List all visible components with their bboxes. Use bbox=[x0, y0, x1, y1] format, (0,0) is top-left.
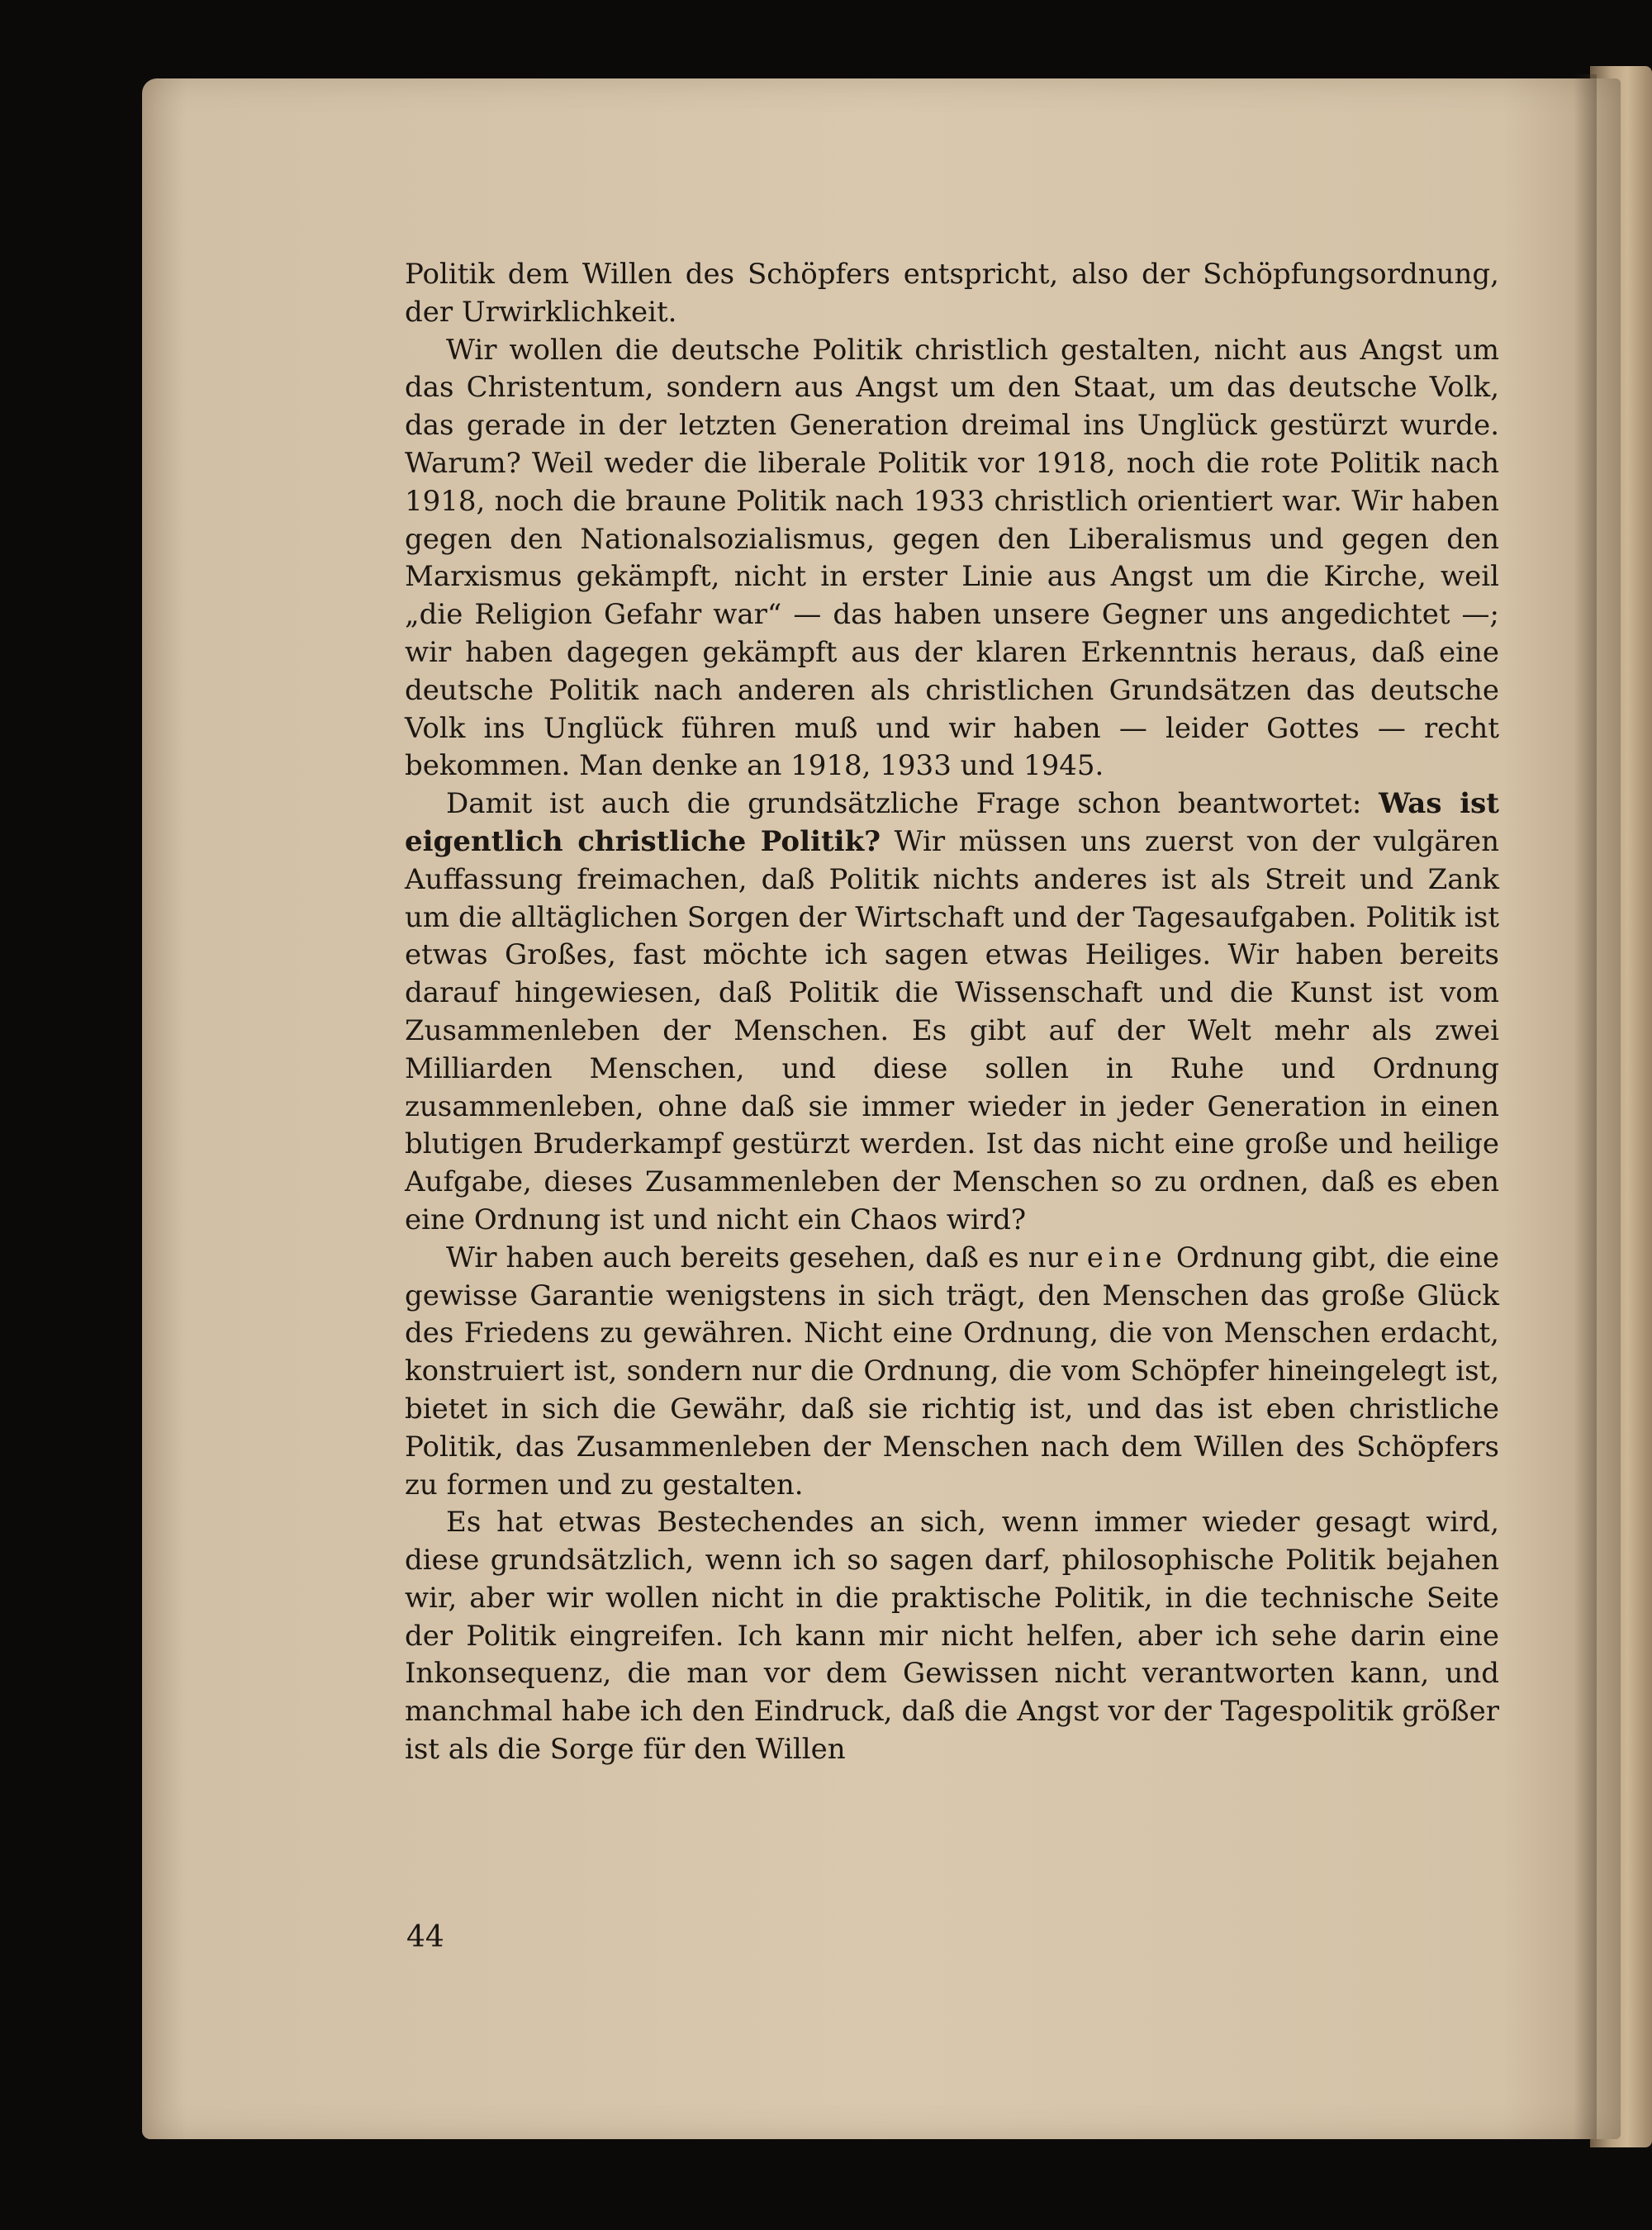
paragraph-1-text: Politik dem Willen des Schöpfers entspricht, also der Schöpfungsordnung, der Urwirklichkeit. bbox=[405, 258, 1499, 329]
paragraph-1 bbox=[405, 256, 1499, 332]
paragraph-5 bbox=[405, 1504, 1499, 1769]
body-text bbox=[405, 256, 1499, 1769]
paragraph-4 bbox=[405, 1240, 1499, 1505]
paragraph-4-spaced-word: eine bbox=[1086, 1241, 1167, 1274]
gutter-shadow bbox=[1574, 74, 1597, 2139]
paragraph-3-text-before: Damit ist auch die grundsätzliche Frage schon beantwortet: bbox=[446, 787, 1362, 821]
paragraph-3-bold-question: Was ist eigentlich christliche Politik? bbox=[405, 787, 1500, 858]
paragraph-2-text: Wir wollen die deutsche Politik christlich gestalten, nicht aus Angst um das Christentum, sondern aus Angst um den Staat, um das deutsche Volk, das gerade in der letzten Generation dreimal ins Unglück gestürzt wurde. Warum? Weil weder die liberale Politik vor 1918, noch die rote Politik nach 1918, noch die braune Politik nach 1933 christlich orientiert war. Wir haben gegen den Nationalsozialismus, gegen den Liberalismus und gegen den Marxismus gekämpft, nicht in erster Linie aus Angst um die Kirche, weil „die Religion Gefahr war“ — das haben unsere Gegner uns angedichtet —; wir haben dagegen gekämpft aus der klaren Erkenntnis heraus, daß eine deutsche Politik nach anderen als christlichen Grundsätzen das deutsche Volk ins Unglück führen muß und wir haben — leider Gottes — recht bekommen. Man denke an 1918, 1933 und 1945. bbox=[405, 333, 1499, 783]
page-number: 44 bbox=[406, 1920, 444, 1954]
paragraph-4-text-before: Wir haben auch bereits gesehen, daß es nur bbox=[446, 1241, 1078, 1274]
paragraph-3-text-after: Wir müssen uns zuerst von der vulgären Auffassung freimachen, daß Politik nichts anderes ist als Streit und Zank um die alltäglichen Sorgen der Wirtschaft und der Tagesaufgaben. Politik ist etwas Großes, fast möchte ich sagen etwas Heiliges. Wir haben bereits darauf hingewiesen, daß Politik die Wissenschaft und die Kunst ist vom Zusammenleben der Menschen. Es gibt auf der Welt mehr als zwei Milliarden Menschen, und diese sollen in Ruhe und Ordnung zusammenleben, ohne daß sie immer wieder in jeder Generation in einen blutigen Bruderkampf gestürzt werden. Ist das nicht eine große und heilige Aufgabe, dieses Zusammenleben der Menschen so zu ordnen, daß es eben eine Ordnung ist und nicht ein Chaos wird? bbox=[405, 824, 1499, 1236]
paragraph-5-text: Es hat etwas Bestechendes an sich, wenn immer wieder gesagt wird, diese grundsätzlich, wenn ich so sagen darf, philosophische Politik bejahen wir, aber wir wollen nicht in die praktische Politik, in die technische Seite der Politik eingreifen. Ich kann mir nicht helfen, aber ich sehe darin eine Inkonsequenz, die man vor dem Gewissen nicht verantworten kann, und manchmal habe ich den Eindruck, daß die Angst vor der Tagespolitik größer ist als die Sorge für den Willen bbox=[405, 1506, 1499, 1767]
paragraph-2 bbox=[405, 332, 1499, 786]
paragraph-3 bbox=[405, 785, 1499, 1240]
paragraph-4-text-after: Ordnung gibt, die eine gewisse Garantie wenigstens in sich trägt, den Menschen das große Glück des Friedens zu gewähren. Nicht eine Ordnung, die von Menschen erdacht, konstruiert ist, sondern nur die Ordnung, die vom Schöpfer hineingelegt ist, bietet in sich die Gewähr, daß sie richtig ist, und das ist eben christliche Politik, das Zusammenleben der Menschen nach dem Willen des Schöpfers zu formen und zu gestalten. bbox=[405, 1241, 1500, 1502]
